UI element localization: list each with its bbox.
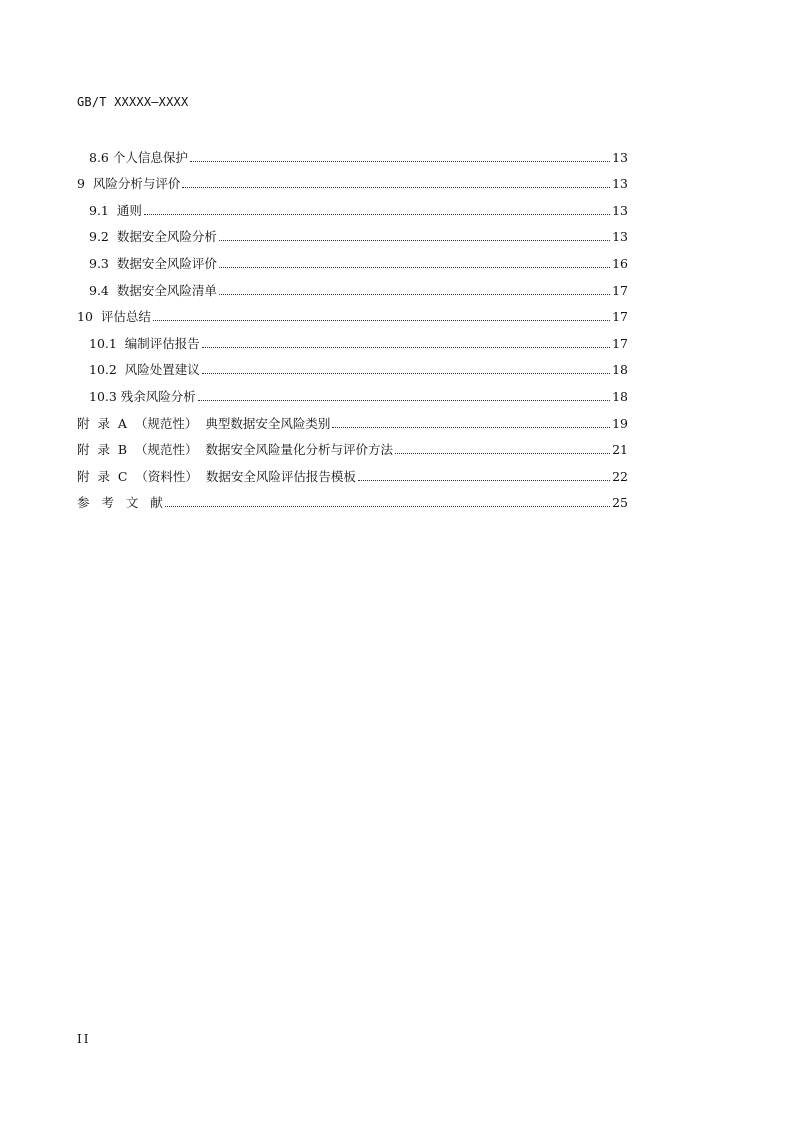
toc-entry[interactable] bbox=[77, 272, 628, 299]
toc-entry[interactable] bbox=[77, 299, 628, 326]
toc-entry-title: 参 考 文 献 bbox=[77, 495, 163, 511]
toc-entry-title: 10.2 风险处置建议 bbox=[89, 362, 200, 378]
toc-leader-dots bbox=[182, 187, 610, 188]
toc-entry-page: 21 bbox=[612, 442, 628, 458]
toc-entry-page: 17 bbox=[612, 309, 628, 325]
toc-entry[interactable] bbox=[77, 166, 628, 193]
toc-entry-page: 18 bbox=[612, 362, 628, 378]
toc-entry-title: 9.2 数据安全风险分析 bbox=[89, 229, 217, 245]
toc-entry[interactable] bbox=[77, 352, 628, 379]
toc-entry-page: 17 bbox=[612, 335, 628, 351]
toc-leader-dots bbox=[202, 347, 610, 348]
toc-entry-page: 17 bbox=[612, 282, 628, 298]
table-of-contents bbox=[77, 139, 628, 511]
toc-entry-title: 9 风险分析与评价 bbox=[77, 176, 181, 192]
toc-leader-dots bbox=[219, 267, 610, 268]
toc-entry-appendix-b[interactable] bbox=[77, 432, 628, 459]
document-id-header: GB/T XXXXX—XXXX bbox=[77, 95, 189, 109]
toc-leader-dots bbox=[358, 480, 610, 481]
toc-entry-page: 13 bbox=[612, 202, 628, 218]
toc-leader-dots bbox=[165, 506, 610, 507]
toc-entry-page: 13 bbox=[612, 149, 628, 165]
toc-entry-appendix-c[interactable] bbox=[77, 458, 628, 485]
toc-entry-title: 10.1 编制评估报告 bbox=[89, 335, 200, 351]
toc-entry-page: 19 bbox=[612, 415, 628, 431]
toc-entry-title: 10.3 残余风险分析 bbox=[89, 388, 196, 404]
toc-entry-title: 8.6 个人信息保护 bbox=[89, 149, 188, 165]
toc-entry[interactable] bbox=[77, 378, 628, 405]
toc-entry[interactable] bbox=[77, 219, 628, 246]
toc-entry-page: 25 bbox=[612, 495, 628, 511]
toc-leader-dots bbox=[202, 373, 610, 374]
toc-leader-dots bbox=[190, 161, 610, 162]
toc-entry-appendix-a[interactable] bbox=[77, 405, 628, 432]
toc-entry-title: 10 评估总结 bbox=[77, 309, 151, 325]
toc-entry[interactable] bbox=[77, 192, 628, 219]
toc-entry-page: 18 bbox=[612, 388, 628, 404]
toc-entry-title: 附 录 C （资料性） 数据安全风险评估报告模板 bbox=[77, 468, 356, 484]
toc-leader-dots bbox=[144, 214, 610, 215]
toc-leader-dots bbox=[153, 320, 610, 321]
toc-leader-dots bbox=[219, 294, 610, 295]
toc-entry-title: 附 录 B （规范性） 数据安全风险量化分析与评价方法 bbox=[77, 442, 393, 458]
toc-entry-page: 22 bbox=[612, 468, 628, 484]
toc-entry[interactable] bbox=[77, 325, 628, 352]
toc-entry-page: 13 bbox=[612, 229, 628, 245]
toc-entry-title: 9.1 通则 bbox=[89, 202, 142, 218]
toc-entry[interactable] bbox=[77, 139, 628, 166]
toc-leader-dots bbox=[395, 453, 610, 454]
toc-entry-title: 附 录 A （规范性） 典型数据安全风险类别 bbox=[77, 415, 331, 431]
toc-leader-dots bbox=[219, 240, 610, 241]
toc-entry-title: 9.3 数据安全风险评价 bbox=[89, 255, 217, 271]
toc-entry-page: 13 bbox=[612, 176, 628, 192]
toc-leader-dots bbox=[332, 427, 610, 428]
toc-entry-title: 9.4 数据安全风险清单 bbox=[89, 282, 217, 298]
toc-leader-dots bbox=[198, 400, 610, 401]
page-number-footer: II bbox=[77, 1032, 91, 1046]
toc-entry[interactable] bbox=[77, 245, 628, 272]
toc-entry-references[interactable] bbox=[77, 485, 628, 512]
toc-entry-page: 16 bbox=[612, 255, 628, 271]
